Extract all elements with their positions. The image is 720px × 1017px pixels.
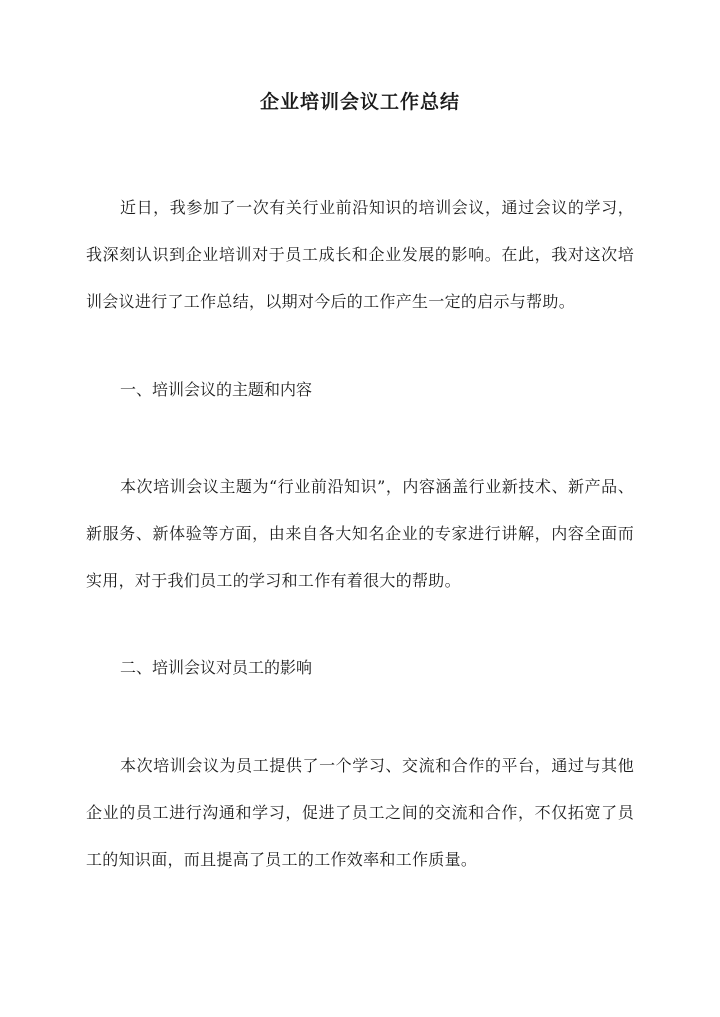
section-heading-impact: 二、培训会议对员工的影响 [120,658,313,677]
document-title: 企业培训会议工作总结 [259,91,460,113]
section-heading-theme: 一、培训会议的主题和内容 [120,380,313,399]
intro-paragraph: 近日，我参加了一次有关行业前沿知识的培训会议，通过会议的学习，我深刻认识到企业培训对于员工成长和企业发展的影响。在此，我对这次培训会议进行了工作总结，以期对今后的工作产生一定的启示与帮助。 [86,198,634,311]
section-body-theme: 本次培训会议主题为“行业前沿知识”，内容涵盖行业新技术、新产品、新服务、新体验等方面，由来自各大知名企业的专家进行讲解，内容全面而实用，对于我们员工的学习和工作有着很大的帮助。 [86,477,634,590]
section-body-impact: 本次培训会议为员工提供了一个学习、交流和合作的平台，通过与其他企业的员工进行沟通和学习，促进了员工之间的交流和合作，不仅拓宽了员工的知识面，而且提高了员工的工作效率和工作质量。 [86,756,634,869]
